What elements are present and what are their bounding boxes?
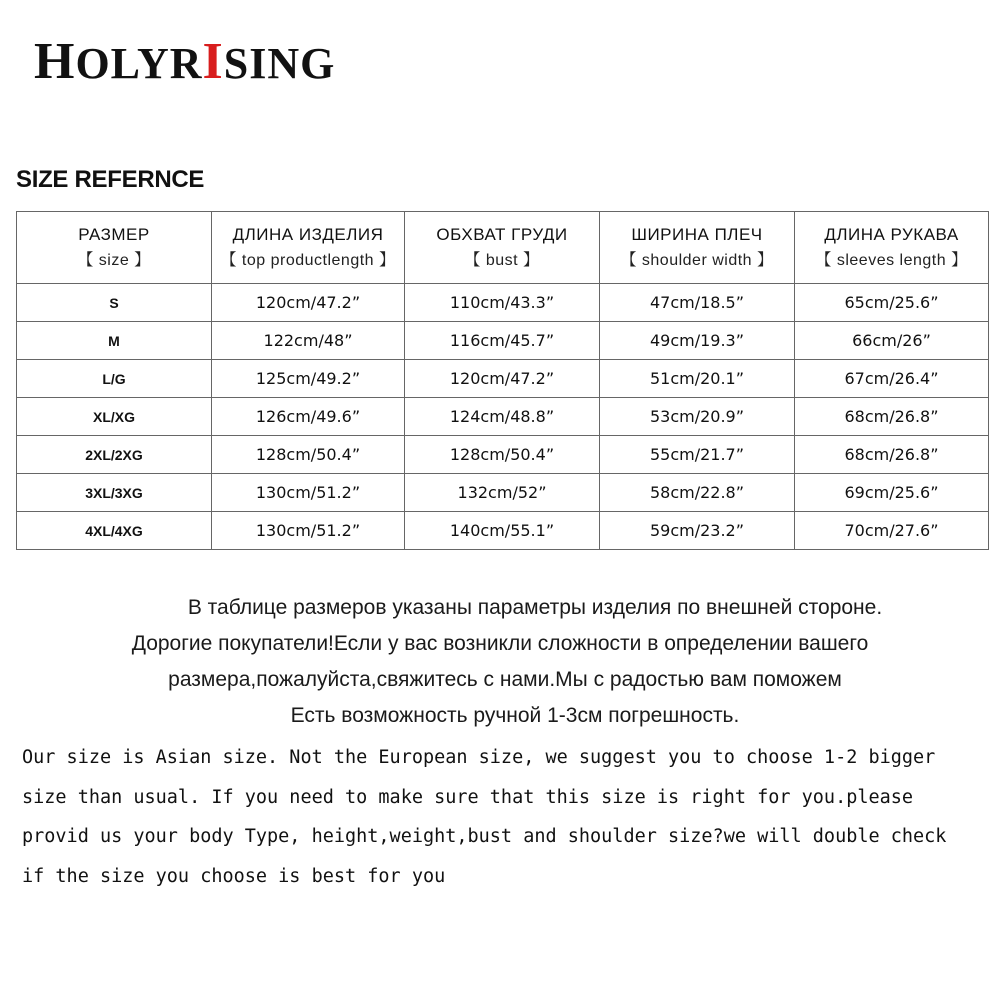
- sleeve-cell: 70cm/27.6”: [795, 512, 989, 550]
- header-cell-size: [17, 212, 212, 284]
- size-label-cell: S: [17, 284, 212, 322]
- size-table: [16, 211, 989, 550]
- header-cell-sleeve: [795, 212, 989, 284]
- shoulder-cell: 47cm/18.5”: [600, 284, 795, 322]
- brand-logo: [34, 33, 336, 90]
- bust-cell: 124cm/48.8”: [405, 398, 600, 436]
- bust-cell: 132cm/52”: [405, 474, 600, 512]
- english-note-line: Our size is Asian size. Not the European size, we suggest you to choose 1-2 bigger: [22, 747, 936, 768]
- header-ru: ДЛИНА РУКАВА: [824, 225, 959, 244]
- size-label-cell: XL/XG: [17, 398, 212, 436]
- length-cell: 126cm/49.6”: [212, 398, 405, 436]
- length-cell: 130cm/51.2”: [212, 512, 405, 550]
- header-en: 【 shoulder width 】: [620, 252, 774, 269]
- shoulder-cell: 51cm/20.1”: [600, 360, 795, 398]
- size-label-cell: 4XL/4XG: [17, 512, 212, 550]
- russian-note-line: Есть возможность ручной 1-3см погрешность.: [290, 704, 740, 727]
- length-cell: 130cm/51.2”: [212, 474, 405, 512]
- table-row: [17, 322, 989, 360]
- russian-note: [0, 590, 1000, 734]
- table-row: [17, 360, 989, 398]
- sleeve-cell: 65cm/25.6”: [795, 284, 989, 322]
- size-label-cell: 2XL/2XG: [17, 436, 212, 474]
- length-cell: 122cm/48”: [212, 322, 405, 360]
- length-cell: 120cm/47.2”: [212, 284, 405, 322]
- russian-note-line: В таблице размеров указаны параметры изделия по внешней стороне.: [187, 596, 883, 619]
- sleeve-cell: 68cm/26.8”: [795, 398, 989, 436]
- shoulder-cell: 58cm/22.8”: [600, 474, 795, 512]
- header-ru: ШИРИНА ПЛЕЧ: [631, 225, 763, 244]
- sleeve-cell: 68cm/26.8”: [795, 436, 989, 474]
- table-row: [17, 284, 989, 322]
- table-row: [17, 398, 989, 436]
- bust-cell: 110cm/43.3”: [405, 284, 600, 322]
- brand-logo-sing: SING: [223, 39, 336, 88]
- shoulder-cell: 49cm/19.3”: [600, 322, 795, 360]
- bust-cell: 116cm/45.7”: [405, 322, 600, 360]
- size-label-cell: L/G: [17, 360, 212, 398]
- header-en: 【 bust 】: [464, 252, 540, 269]
- bust-cell: 120cm/47.2”: [405, 360, 600, 398]
- english-note-line: size than usual. If you need to make sure that this size is right for you.please: [22, 786, 914, 808]
- length-cell: 125cm/49.2”: [212, 360, 405, 398]
- size-label-cell: M: [17, 322, 212, 360]
- section-title: SIZE REFERNCE: [16, 166, 205, 193]
- brand-logo-h: H: [34, 33, 76, 90]
- header-en: 【 sleeves length 】: [815, 252, 968, 269]
- header-cell-bust: [405, 212, 600, 284]
- english-note-line: provid us your body Type, height,weight,bust and shoulder size?we will double check: [22, 826, 947, 847]
- bust-cell: 128cm/50.4”: [405, 436, 600, 474]
- sleeve-cell: 69cm/25.6”: [795, 474, 989, 512]
- brand-logo-accent-i: I: [202, 33, 224, 90]
- bust-cell: 140cm/55.1”: [405, 512, 600, 550]
- header-cell-length: [212, 212, 405, 284]
- header-ru: РАЗМЕР: [78, 225, 150, 244]
- header-ru: ОБХВАТ ГРУДИ: [436, 225, 568, 244]
- sleeve-cell: 67cm/26.4”: [795, 360, 989, 398]
- length-cell: 128cm/50.4”: [212, 436, 405, 474]
- english-note: [22, 738, 982, 896]
- shoulder-cell: 53cm/20.9”: [600, 398, 795, 436]
- brand-logo-olyr: OLYR: [75, 39, 203, 88]
- sleeve-cell: 66cm/26”: [795, 322, 989, 360]
- english-note-line: if the size you choose is best for you: [22, 865, 446, 887]
- header-en: 【 top productlength 】: [220, 252, 396, 269]
- russian-note-line: размера,пожалуйста,свяжитесь с нами.Мы с радостью вам поможем: [168, 668, 842, 691]
- shoulder-cell: 59cm/23.2”: [600, 512, 795, 550]
- table-row: [17, 436, 989, 474]
- table-row: [17, 474, 989, 512]
- header-cell-shoulder: [600, 212, 795, 284]
- header-en: 【 size 】: [77, 252, 151, 269]
- header-ru: ДЛИНА ИЗДЕЛИЯ: [232, 225, 384, 244]
- size-label-cell: 3XL/3XG: [17, 474, 212, 512]
- table-row: [17, 512, 989, 550]
- shoulder-cell: 55cm/21.7”: [600, 436, 795, 474]
- russian-note-line: Дорогие покупатели!Если у вас возникли сложности в определении вашего: [131, 632, 869, 655]
- table-header-row: [17, 212, 989, 284]
